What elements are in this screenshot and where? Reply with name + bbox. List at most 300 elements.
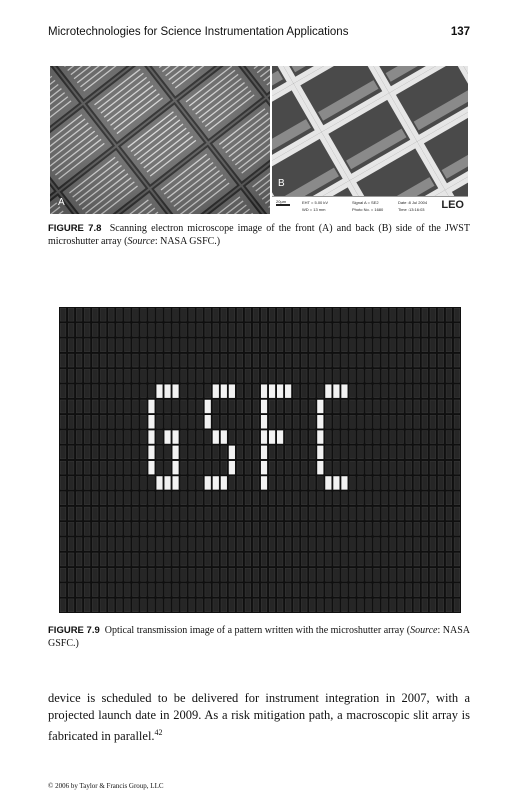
shutter-closed: [422, 324, 428, 337]
shutter-closed: [125, 568, 131, 581]
shutter-closed: [189, 599, 195, 612]
shutter-closed: [454, 538, 460, 551]
shutter-closed: [181, 369, 187, 382]
shutter-closed: [253, 492, 259, 505]
shutter-closed: [116, 584, 122, 597]
shutter-closed: [68, 477, 74, 490]
shutter-closed: [149, 492, 155, 505]
shutter-closed: [213, 538, 219, 551]
shutter-closed: [309, 584, 315, 597]
shutter-closed: [181, 339, 187, 352]
shutter-closed: [293, 324, 299, 337]
shutter-closed: [350, 324, 356, 337]
shutter-closed: [293, 369, 299, 382]
shutter-closed: [358, 446, 364, 459]
shutter-closed: [334, 553, 340, 566]
shutter-closed: [84, 461, 90, 474]
shutter-closed: [398, 324, 404, 337]
shutter-closed: [326, 369, 332, 382]
shutter-closed: [165, 400, 171, 413]
shutter-closed: [133, 369, 139, 382]
shutter-closed: [229, 339, 235, 352]
shutter-closed: [390, 400, 396, 413]
shutter-closed: [76, 324, 82, 337]
shutter-closed: [390, 477, 396, 490]
shutter-closed: [285, 477, 291, 490]
shutter-closed: [92, 415, 98, 428]
shutter-closed: [334, 369, 340, 382]
shutter-closed: [213, 354, 219, 367]
shutter-closed: [197, 369, 203, 382]
shutter-closed: [358, 385, 364, 398]
shutter-closed: [454, 477, 460, 490]
shutter-closed: [116, 400, 122, 413]
sem-front-image: [50, 66, 270, 214]
shutter-closed: [181, 584, 187, 597]
shutter-closed: [406, 415, 412, 428]
shutter-closed: [293, 599, 299, 612]
shutter-closed: [237, 400, 243, 413]
shutter-closed: [317, 492, 323, 505]
shutter-closed: [382, 385, 388, 398]
shutter-closed: [277, 369, 283, 382]
shutter-closed: [229, 584, 235, 597]
shutter-closed: [189, 339, 195, 352]
shutter-closed: [454, 308, 460, 321]
shutter-closed: [141, 431, 147, 444]
shutter-closed: [342, 354, 348, 367]
shutter-closed: [446, 324, 452, 337]
shutter-closed: [205, 492, 211, 505]
shutter-closed: [149, 568, 155, 581]
shutter-closed: [108, 553, 114, 566]
shutter-closed: [157, 308, 163, 321]
shutter-closed: [197, 431, 203, 444]
shutter-closed: [149, 522, 155, 535]
shutter-closed: [366, 461, 372, 474]
shutter-closed: [133, 461, 139, 474]
shutter-closed: [181, 522, 187, 535]
shutter-closed: [317, 553, 323, 566]
shutter-closed: [438, 385, 444, 398]
shutter-closed: [398, 477, 404, 490]
figure-7-9-caption-text: Optical transmission image of a pattern written with the microshutter array (: [104, 625, 411, 636]
shutter-closed: [398, 584, 404, 597]
shutter-closed: [245, 599, 251, 612]
shutter-closed: [374, 339, 380, 352]
shutter-closed: [342, 461, 348, 474]
shutter-closed: [301, 369, 307, 382]
shutter-closed: [213, 522, 219, 535]
shutter-closed: [309, 461, 315, 474]
shutter-closed: [446, 568, 452, 581]
shutter-closed: [108, 339, 114, 352]
shutter-closed: [438, 584, 444, 597]
shutter-closed: [261, 538, 267, 551]
shutter-closed: [414, 324, 420, 337]
shutter-closed: [334, 415, 340, 428]
shutter-closed: [197, 538, 203, 551]
shutter-closed: [414, 538, 420, 551]
shutter-closed: [237, 431, 243, 444]
shutter-closed: [165, 553, 171, 566]
shutter-closed: [398, 538, 404, 551]
shutter-closed: [100, 568, 106, 581]
shutter-closed: [165, 599, 171, 612]
shutter-closed: [197, 446, 203, 459]
shutter-closed: [205, 369, 211, 382]
shutter-closed: [125, 461, 131, 474]
shutter-closed: [438, 431, 444, 444]
shutter-closed: [229, 492, 235, 505]
shutter-closed: [438, 568, 444, 581]
shutter-closed: [374, 522, 380, 535]
shutter-open: [157, 385, 163, 398]
shutter-closed: [213, 599, 219, 612]
shutter-closed: [334, 354, 340, 367]
shutter-closed: [157, 584, 163, 597]
shutter-closed: [350, 415, 356, 428]
shutter-closed: [301, 507, 307, 520]
shutter-open: [229, 446, 235, 459]
shutter-closed: [342, 599, 348, 612]
shutter-closed: [390, 369, 396, 382]
shutter-open: [221, 385, 227, 398]
shutter-open: [342, 385, 348, 398]
shutter-closed: [181, 538, 187, 551]
shutter-closed: [253, 385, 259, 398]
shutter-closed: [382, 431, 388, 444]
shutter-closed: [221, 369, 227, 382]
shutter-closed: [133, 431, 139, 444]
shutter-closed: [149, 584, 155, 597]
shutter-closed: [181, 477, 187, 490]
shutter-closed: [189, 431, 195, 444]
shutter-closed: [205, 538, 211, 551]
shutter-closed: [181, 553, 187, 566]
shutter-closed: [60, 477, 66, 490]
shutter-closed: [269, 446, 275, 459]
shutter-closed: [285, 568, 291, 581]
shutter-closed: [213, 339, 219, 352]
shutter-closed: [422, 492, 428, 505]
shutter-closed: [197, 492, 203, 505]
shutter-closed: [108, 461, 114, 474]
shutter-closed: [116, 568, 122, 581]
shutter-closed: [285, 431, 291, 444]
shutter-closed: [301, 339, 307, 352]
shutter-closed: [366, 553, 372, 566]
shutter-closed: [382, 599, 388, 612]
shutter-closed: [366, 385, 372, 398]
shutter-closed: [390, 522, 396, 535]
shutter-open: [261, 446, 267, 459]
shutter-closed: [454, 599, 460, 612]
shutter-closed: [197, 415, 203, 428]
shutter-open: [213, 431, 219, 444]
shutter-closed: [189, 492, 195, 505]
shutter-closed: [253, 507, 259, 520]
shutter-closed: [422, 446, 428, 459]
shutter-closed: [237, 461, 243, 474]
shutter-closed: [173, 339, 179, 352]
shutter-closed: [326, 507, 332, 520]
shutter-closed: [253, 369, 259, 382]
shutter-closed: [446, 354, 452, 367]
shutter-closed: [342, 492, 348, 505]
shutter-closed: [245, 446, 251, 459]
shutter-closed: [229, 553, 235, 566]
shutter-closed: [68, 584, 74, 597]
shutter-closed: [293, 415, 299, 428]
shutter-closed: [342, 339, 348, 352]
footnote-ref: 42: [154, 728, 163, 737]
shutter-closed: [213, 415, 219, 428]
shutter-closed: [84, 599, 90, 612]
shutter-closed: [141, 324, 147, 337]
shutter-closed: [438, 324, 444, 337]
shutter-closed: [398, 461, 404, 474]
shutter-closed: [414, 446, 420, 459]
shutter-closed: [317, 507, 323, 520]
shutter-closed: [374, 324, 380, 337]
shutter-closed: [454, 354, 460, 367]
shutter-closed: [245, 492, 251, 505]
shutter-closed: [205, 522, 211, 535]
shutter-closed: [141, 385, 147, 398]
shutter-closed: [229, 431, 235, 444]
shutter-closed: [366, 308, 372, 321]
shutter-closed: [141, 522, 147, 535]
shutter-closed: [342, 522, 348, 535]
shutter-closed: [100, 538, 106, 551]
shutter-closed: [141, 553, 147, 566]
shutter-closed: [165, 568, 171, 581]
shutter-closed: [366, 492, 372, 505]
shutter-closed: [116, 477, 122, 490]
shutter-closed: [390, 385, 396, 398]
shutter-closed: [237, 477, 243, 490]
sem-time: Time :13:16:03: [398, 207, 425, 212]
shutter-closed: [301, 599, 307, 612]
shutter-closed: [253, 308, 259, 321]
shutter-closed: [92, 584, 98, 597]
shutter-closed: [414, 369, 420, 382]
shutter-closed: [245, 354, 251, 367]
shutter-closed: [141, 339, 147, 352]
shutter-closed: [446, 599, 452, 612]
shutter-closed: [414, 339, 420, 352]
shutter-closed: [189, 584, 195, 597]
shutter-closed: [108, 522, 114, 535]
shutter-closed: [446, 477, 452, 490]
shutter-closed: [181, 324, 187, 337]
shutter-closed: [422, 538, 428, 551]
shutter-closed: [301, 477, 307, 490]
shutter-closed: [213, 492, 219, 505]
shutter-closed: [181, 385, 187, 398]
shutter-closed: [197, 400, 203, 413]
shutter-closed: [68, 339, 74, 352]
shutter-closed: [422, 308, 428, 321]
shutter-closed: [116, 522, 122, 535]
shutter-closed: [221, 507, 227, 520]
shutter-closed: [261, 354, 267, 367]
shutter-closed: [213, 553, 219, 566]
shutter-closed: [253, 446, 259, 459]
sem-front-graphic: [50, 66, 270, 214]
shutter-closed: [390, 354, 396, 367]
shutter-closed: [309, 492, 315, 505]
shutter-closed: [245, 324, 251, 337]
shutter-open: [157, 477, 163, 490]
shutter-open: [261, 431, 267, 444]
shutter-closed: [84, 446, 90, 459]
shutter-closed: [438, 538, 444, 551]
shutter-closed: [181, 415, 187, 428]
shutter-closed: [108, 431, 114, 444]
shutter-closed: [100, 522, 106, 535]
shutter-closed: [189, 477, 195, 490]
shutter-closed: [430, 431, 436, 444]
shutter-closed: [398, 446, 404, 459]
shutter-closed: [76, 446, 82, 459]
shutter-closed: [125, 385, 131, 398]
shutter-closed: [237, 538, 243, 551]
shutter-closed: [293, 385, 299, 398]
shutter-closed: [438, 308, 444, 321]
shutter-closed: [382, 415, 388, 428]
shutter-closed: [84, 354, 90, 367]
shutter-closed: [358, 461, 364, 474]
shutter-closed: [245, 538, 251, 551]
scale-bar: [276, 204, 290, 206]
shutter-closed: [366, 431, 372, 444]
shutter-closed: [374, 369, 380, 382]
shutter-closed: [84, 477, 90, 490]
shutter-closed: [309, 553, 315, 566]
shutter-closed: [454, 415, 460, 428]
shutter-closed: [285, 415, 291, 428]
shutter-closed: [92, 568, 98, 581]
shutter-closed: [326, 415, 332, 428]
shutter-closed: [141, 446, 147, 459]
shutter-closed: [221, 400, 227, 413]
shutter-open: [317, 446, 323, 459]
shutter-closed: [269, 507, 275, 520]
shutter-closed: [277, 522, 283, 535]
shutter-closed: [293, 446, 299, 459]
shutter-closed: [374, 492, 380, 505]
shutter-closed: [60, 461, 66, 474]
shutter-closed: [205, 461, 211, 474]
shutter-closed: [446, 507, 452, 520]
shutter-closed: [108, 538, 114, 551]
shutter-closed: [269, 477, 275, 490]
shutter-closed: [205, 354, 211, 367]
shutter-closed: [422, 369, 428, 382]
shutter-closed: [237, 446, 243, 459]
shutter-closed: [229, 568, 235, 581]
shutter-closed: [125, 415, 131, 428]
shutter-closed: [84, 553, 90, 566]
shutter-closed: [84, 385, 90, 398]
figure-7-9: [59, 307, 461, 613]
shutter-closed: [414, 431, 420, 444]
shutter-closed: [189, 369, 195, 382]
shutter-closed: [125, 477, 131, 490]
shutter-closed: [277, 339, 283, 352]
shutter-closed: [342, 431, 348, 444]
shutter-closed: [237, 599, 243, 612]
shutter-closed: [92, 324, 98, 337]
shutter-closed: [157, 553, 163, 566]
shutter-closed: [382, 324, 388, 337]
shutter-closed: [374, 385, 380, 398]
shutter-closed: [157, 339, 163, 352]
shutter-closed: [454, 339, 460, 352]
shutter-open: [149, 400, 155, 413]
shutter-closed: [398, 522, 404, 535]
shutter-closed: [221, 446, 227, 459]
shutter-closed: [350, 385, 356, 398]
shutter-closed: [108, 385, 114, 398]
shutter-closed: [358, 492, 364, 505]
shutter-closed: [269, 461, 275, 474]
shutter-open: [149, 415, 155, 428]
shutter-closed: [277, 599, 283, 612]
shutter-closed: [141, 507, 147, 520]
shutter-closed: [309, 354, 315, 367]
shutter-closed: [173, 308, 179, 321]
shutter-closed: [229, 324, 235, 337]
shutter-closed: [382, 461, 388, 474]
shutter-closed: [76, 461, 82, 474]
shutter-closed: [358, 369, 364, 382]
shutter-closed: [309, 385, 315, 398]
shutter-array-image: [59, 307, 461, 613]
shutter-open: [334, 385, 340, 398]
shutter-closed: [108, 446, 114, 459]
shutter-closed: [60, 568, 66, 581]
shutter-closed: [430, 354, 436, 367]
shutter-closed: [277, 400, 283, 413]
shutter-closed: [165, 339, 171, 352]
shutter-closed: [326, 461, 332, 474]
shutter-closed: [68, 553, 74, 566]
shutter-closed: [334, 339, 340, 352]
shutter-closed: [277, 461, 283, 474]
shutter-closed: [366, 400, 372, 413]
shutter-closed: [92, 369, 98, 382]
shutter-closed: [374, 461, 380, 474]
shutter-closed: [342, 369, 348, 382]
shutter-closed: [165, 538, 171, 551]
shutter-open: [149, 446, 155, 459]
shutter-closed: [189, 446, 195, 459]
shutter-closed: [157, 461, 163, 474]
sem-wd: WD = 13 mm: [302, 207, 326, 212]
sem-signal: Signal A = SE2: [352, 200, 379, 205]
shutter-closed: [108, 369, 114, 382]
shutter-closed: [446, 446, 452, 459]
shutter-closed: [317, 339, 323, 352]
shutter-closed: [430, 477, 436, 490]
shutter-open: [342, 477, 348, 490]
shutter-closed: [205, 599, 211, 612]
shutter-closed: [76, 584, 82, 597]
shutter-closed: [269, 568, 275, 581]
